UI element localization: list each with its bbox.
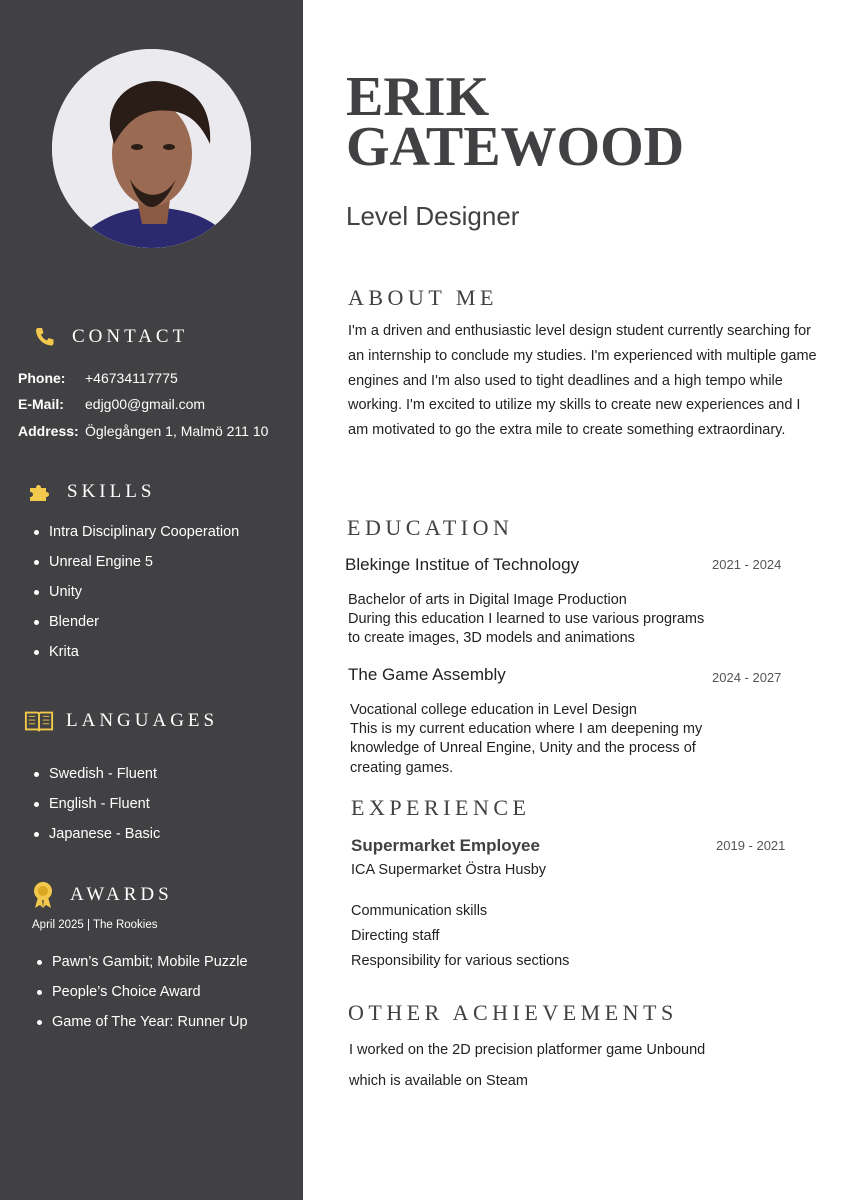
skill-item: Unity <box>32 582 239 612</box>
education-line: This is my current education where I am deepening my <box>350 721 703 738</box>
phone-value[interactable]: +46734117775 <box>85 370 178 386</box>
language-item: Swedish - Fluent <box>32 764 160 794</box>
award-item: Pawn’s Gambit; Mobile Puzzle <box>35 952 248 982</box>
award-date: April 2025 | The Rookies <box>32 919 158 931</box>
education-years: 2021 - 2024 <box>712 557 782 572</box>
achievement-line: I worked on the 2D precision platformer game Unbound <box>349 1042 706 1058</box>
last-name: GATEWOOD <box>346 116 685 178</box>
language-item: Japanese - Basic <box>32 824 160 854</box>
skill-item: Blender <box>32 612 239 642</box>
education-line: Bachelor of arts in Digital Image Production <box>348 592 627 608</box>
awards-list <box>35 952 248 1042</box>
education-title: EDUCATION <box>347 515 514 540</box>
experience-company: ICA Supermarket Östra Husby <box>351 862 547 878</box>
contact-title: CONTACT <box>72 326 189 347</box>
experience-list <box>351 899 569 973</box>
experience-item: Responsibility for various sections <box>351 952 570 969</box>
experience-item: Communication skills <box>351 903 488 919</box>
contact-address-row <box>18 423 268 439</box>
education-school: Blekinge Institue of Technology <box>345 555 580 574</box>
education-years: 2024 - 2027 <box>712 670 782 685</box>
phone-label: Phone: <box>18 370 66 386</box>
award-ribbon-icon <box>28 880 58 910</box>
education-line: Vocational college education in Level Design <box>350 702 637 718</box>
languages-title: LANGUAGES <box>66 710 219 731</box>
awards-heading <box>28 880 173 910</box>
education-line: creating games. <box>350 759 454 776</box>
award-item: People’s Choice Award <box>35 982 248 1012</box>
language-item: English - Fluent <box>32 794 160 824</box>
contact-phone-row <box>18 370 178 386</box>
experience-years: 2019 - 2021 <box>716 838 786 853</box>
skill-item: Intra Disciplinary Cooperation <box>32 522 239 552</box>
award-item: Game of The Year: Runner Up <box>35 1012 248 1042</box>
about-text: I'm a driven and enthusiastic level design student currently searching for an internship to conclude my studies. I'm experienced with multiple game engines and I'm also used to tight deadlines and a high tempo while working. I'm excited to utilize my skills to create new experiences and I am motivated to go the extra mile to create something extraordinary. <box>348 323 817 439</box>
experience-job: Supermarket Employee <box>351 836 540 855</box>
education-school: The Game Assembly <box>348 665 506 684</box>
languages-heading <box>24 706 218 736</box>
phone-icon <box>30 322 60 352</box>
about-title: ABOUT ME <box>348 285 498 310</box>
skill-item: Unreal Engine 5 <box>32 552 239 582</box>
languages-list <box>32 764 160 854</box>
address-value: Öglegången 1, Malmö 211 10 <box>85 423 269 439</box>
book-icon <box>24 706 54 736</box>
education-description <box>348 591 708 649</box>
education-description <box>350 701 710 778</box>
education-line: During this education I learned to use various programs <box>348 611 705 628</box>
contact-email-row <box>18 396 205 412</box>
job-title: Level Designer <box>346 201 520 231</box>
sidebar <box>0 0 303 1200</box>
achievement-line: which is available on Steam <box>349 1073 528 1089</box>
address-label: Address: <box>18 423 79 439</box>
experience-item: Directing staff <box>351 927 440 944</box>
email-value[interactable]: edjg00@gmail.com <box>85 396 206 412</box>
puzzle-icon <box>25 477 55 507</box>
experience-title: EXPERIENCE <box>351 795 531 820</box>
first-name: ERIK <box>346 66 490 128</box>
awards-title: AWARDS <box>70 884 173 905</box>
achievements-title: OTHER ACHIEVEMENTS <box>348 1000 678 1025</box>
email-label: E-Mail: <box>18 396 64 412</box>
education-line: knowledge of Unreal Engine, Unity and the process of <box>350 740 696 757</box>
skills-heading <box>25 477 155 507</box>
education-line: to create images, 3D models and animations <box>348 630 635 647</box>
skills-list <box>32 522 239 672</box>
full-name <box>346 66 685 178</box>
profile-photo <box>52 49 251 248</box>
skill-item: Krita <box>32 642 239 672</box>
skills-title: SKILLS <box>67 481 156 502</box>
contact-heading <box>30 322 188 352</box>
